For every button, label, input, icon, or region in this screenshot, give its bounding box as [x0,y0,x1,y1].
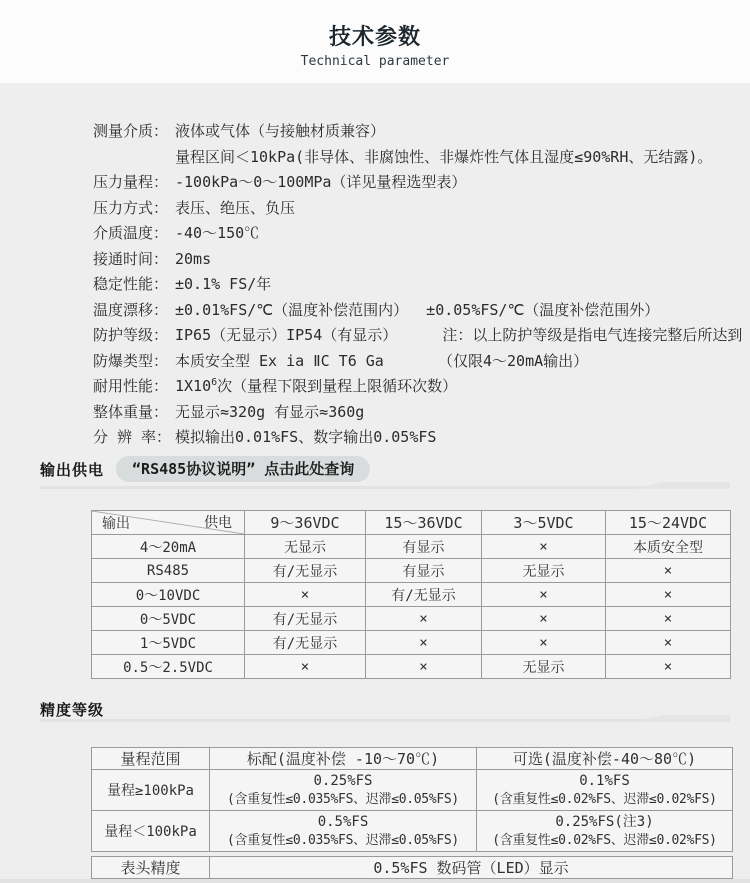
spec-row-pressure-range [93,170,743,196]
accuracy-detail: (含重复性≤0.02%FS、迟滞≤0.02%FS) [492,791,717,807]
table-cell: 无显示 [482,559,606,583]
table-row [92,770,733,811]
accuracy-value: 0.25%FS [313,772,373,789]
superscript: 6 [211,377,218,388]
table-cell: × [606,583,731,607]
row-label: 量程≥100kPa [92,770,210,811]
gauge-accuracy-table [91,856,733,879]
table-cell: 有显示 [366,535,482,559]
table-cell: × [482,607,606,631]
spec-row-protection [93,323,743,349]
column-header: 15～24VDC [606,511,731,535]
spec-label: 耐用性能： [93,377,169,395]
table-cell: × [366,631,482,655]
table-cell: 本质安全型 [606,535,731,559]
accuracy-value: 0.25%FS(注3) [555,813,654,830]
spec-label: 防护等级： [93,326,169,344]
row-label: 0.5～2.5VDC [92,655,245,679]
row-label: 4～20mA [92,535,245,559]
table-cell: × [245,583,366,607]
spec-value: 模拟输出0.01%FS、数字输出0.05%FS [175,428,437,446]
spec-row-medium-temp [93,221,743,247]
spec-row-resolution [93,425,743,451]
corner-label-output: 输出 [102,516,130,532]
table-cell: 有/无显示 [366,583,482,607]
table-cell: × [245,655,366,679]
spec-label: 温度漂移： [93,300,169,319]
bottom-divider [0,879,750,883]
column-header: 9～36VDC [245,511,366,535]
section-divider [40,482,730,489]
diagonal-corner-cell [92,511,245,535]
row-label: RS485 [92,559,245,583]
spec-value: 量程区间＜10kPa(非导体、非腐蚀性、非爆炸性气体且湿度≤90%RH、无结露)。 [175,147,713,166]
table-row [92,583,731,607]
accuracy-detail: (含重复性≤0.035%FS、迟滞≤0.05%FS) [227,791,459,807]
table-cell: × [606,607,731,631]
spec-value: IP65（无显示）IP54（有显示） 注：以上防护等级是指电气连接完整后所达到 [175,326,743,344]
section-divider [40,715,730,722]
output-power-table [91,510,731,679]
spec-value: ±0.01%FS/℃（温度补偿范围内） ±0.05%FS/℃（温度补偿范围外） [175,300,660,319]
spec-value: 无显示≈320g 有显示≈360g [175,402,365,421]
spec-label: 防爆类型： [93,351,169,370]
spec-row-stability [93,272,743,298]
page-subtitle: Technical parameter [300,54,450,69]
page-title: 技术参数 [328,25,421,50]
accuracy-detail: (含重复性≤0.02%FS、迟滞≤0.02%FS) [492,832,717,848]
spec-value: 液体或气体（与接触材质兼容） [175,122,386,140]
column-header: 15～36VDC [366,511,482,535]
output-section-header [40,455,370,483]
spec-label: 测量介质： [93,122,169,140]
spec-value: -100kPa～0～100MPa（详见量程选型表） [175,173,467,191]
spec-row-temp-drift [93,298,743,324]
row-label: 表头精度 [92,857,210,879]
accuracy-value: 0.1%FS [579,772,630,789]
spec-value: 20ms [175,249,212,268]
spec-label: 分 辨 率： [93,428,172,446]
table-cell: 有/无显示 [245,607,366,631]
table-cell: × [482,631,606,655]
table-cell: 无显示 [245,535,366,559]
corner-label-supply: 供电 [204,515,232,531]
column-header: 量程范围 [92,748,210,770]
table-cell [477,811,733,852]
spec-label: 接通时间： [93,249,169,268]
table-cell: 有/无显示 [245,559,366,583]
table-row [92,631,731,655]
row-label: 1～5VDC [92,631,245,655]
spec-label: 稳定性能： [93,275,169,293]
table-cell: × [366,607,482,631]
spec-value: -40～150℃ [175,224,260,242]
spec-value: 表压、绝压、负压 [175,198,296,217]
table-cell: × [482,583,606,607]
spec-list [93,119,743,451]
spec-label: 压力方式： [93,198,169,217]
spec-row-durability [93,374,743,400]
spec-label: 压力量程： [93,173,169,191]
table-cell: × [482,535,606,559]
table-row [92,607,731,631]
table-cell: × [606,631,731,655]
table-row [92,811,733,852]
table-cell: 无显示 [482,655,606,679]
accuracy-detail: (含重复性≤0.035%FS、迟滞≤0.05%FS) [227,832,459,848]
spec-row-response-time [93,247,743,273]
table-cell: × [366,655,482,679]
column-header: 可选(温度补偿-40～80℃) [477,748,733,770]
table-cell: 有/无显示 [245,631,366,655]
table-row [92,535,731,559]
spec-value: $1X10^6$次（量程下限到量程上限循环次数） [175,377,458,395]
table-cell: × [606,559,731,583]
table-row [92,857,733,879]
accuracy-table [91,747,733,852]
spec-value: 本质安全型 Ex ia ⅡC T6 Ga （仅限4～20mA输出） [175,351,589,370]
content-area [0,83,750,883]
row-label: 0～10VDC [92,583,245,607]
output-section-title: 输出供电 [40,460,105,479]
table-header-row [92,748,733,770]
spec-label [93,145,175,171]
rs485-protocol-link[interactable]: “RS485协议说明” 点击此处查询 [116,456,370,482]
table-row [92,559,731,583]
table-cell [210,770,477,811]
accuracy-section-title: 精度等级 [40,700,105,719]
spec-value: ±0.1% FS/年 [175,275,272,293]
spec-label: 整体重量： [93,402,169,421]
spec-row-explosion-proof [93,349,743,375]
table-cell: 有显示 [366,559,482,583]
table-cell [477,770,733,811]
row-label: 0～5VDC [92,607,245,631]
page-header [0,0,750,83]
column-header: 标配(温度补偿 -10～70℃) [210,748,477,770]
spec-row-pressure-type [93,196,743,222]
row-label: 量程＜100kPa [92,811,210,852]
accuracy-value: 0.5%FS [317,813,369,830]
spec-row-medium-note [93,145,743,171]
table-cell [210,811,477,852]
table-header-row [92,511,731,535]
table-cell: × [606,655,731,679]
table-cell: 0.5%FS 数码管（LED）显示 [210,857,733,879]
table-row [92,655,731,679]
column-header: 3～5VDC [482,511,606,535]
spec-row-medium [93,119,743,145]
spec-row-weight [93,400,743,426]
spec-label: 介质温度： [93,224,169,242]
